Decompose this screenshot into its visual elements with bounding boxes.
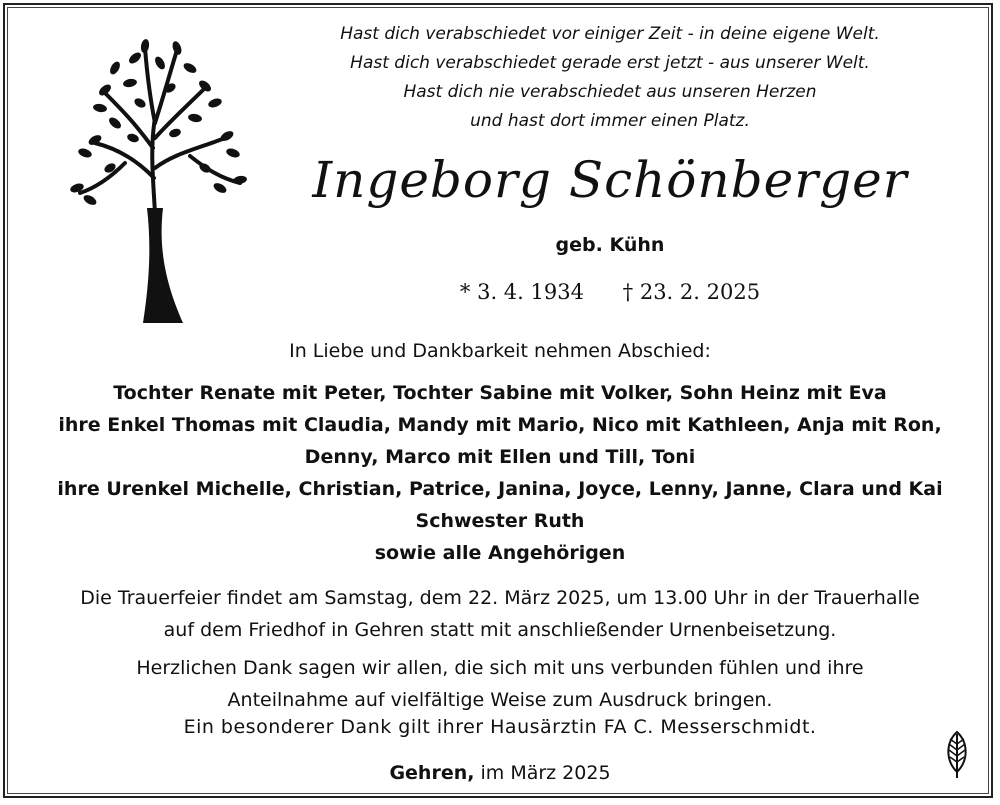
poem-line: Hast dich verabschiedet gerade erst jetzt - aus unserer Welt. xyxy=(350,53,870,73)
family-line: Denny, Marco mit Ellen und Till, Toni xyxy=(304,446,696,468)
special-thanks: Ein besonderer Dank gilt ihrer Hausärztin FA C. Messerschmidt. xyxy=(183,716,817,738)
place-date xyxy=(0,762,1000,784)
birth-name: geb. Kühn xyxy=(555,234,665,256)
thanks-line: Herzlichen Dank sagen wir allen, die sich mit uns verbunden fühlen und ihre xyxy=(136,657,864,679)
service-line: Die Trauerfeier findet am Samstag, dem 22. März 2025, um 13.00 Uhr in der Trauerhalle xyxy=(80,587,920,609)
thanks-text xyxy=(0,652,1000,716)
family-line: Schwester Ruth xyxy=(415,510,585,532)
service-info xyxy=(0,582,1000,646)
family-line: ihre Urenkel Michelle, Christian, Patrice, Janina, Joyce, Lenny, Janne, Clara und Kai xyxy=(57,478,943,500)
tree-icon xyxy=(55,28,255,323)
thanks-line: Anteilnahme auf vielfältige Weise zum Ausdruck bringen. xyxy=(227,689,773,711)
poem xyxy=(300,20,920,136)
poem-line: Hast dich nie verabschiedet aus unseren Herzen xyxy=(403,82,817,102)
family-line: Tochter Renate mit Peter, Tochter Sabine mit Volker, Sohn Heinz mit Eva xyxy=(113,382,887,404)
poem-line: Hast dich verabschiedet vor einiger Zeit - in deine eigene Welt. xyxy=(340,24,880,44)
family-list xyxy=(0,377,1000,569)
place-date-text: im März 2025 xyxy=(480,762,611,784)
place-name: Gehren, xyxy=(389,762,475,784)
deceased-name: Ingeborg Schönberger xyxy=(312,151,908,209)
family-line: sowie alle Angehörigen xyxy=(374,542,626,564)
service-line: auf dem Friedhof in Gehren statt mit anschließender Urnenbeisetzung. xyxy=(163,619,837,641)
life-dates xyxy=(300,280,920,304)
birth-date: * 3. 4. 1934 xyxy=(459,280,584,304)
poem-line: und hast dort immer einen Platz. xyxy=(470,111,750,131)
death-date: † 23. 2. 2025 xyxy=(622,280,761,304)
family-line: ihre Enkel Thomas mit Claudia, Mandy mit Mario, Nico mit Kathleen, Anja mit Ron, xyxy=(58,414,942,436)
leaf-icon xyxy=(942,730,972,780)
farewell-intro: In Liebe und Dankbarkeit nehmen Abschied: xyxy=(289,340,711,362)
